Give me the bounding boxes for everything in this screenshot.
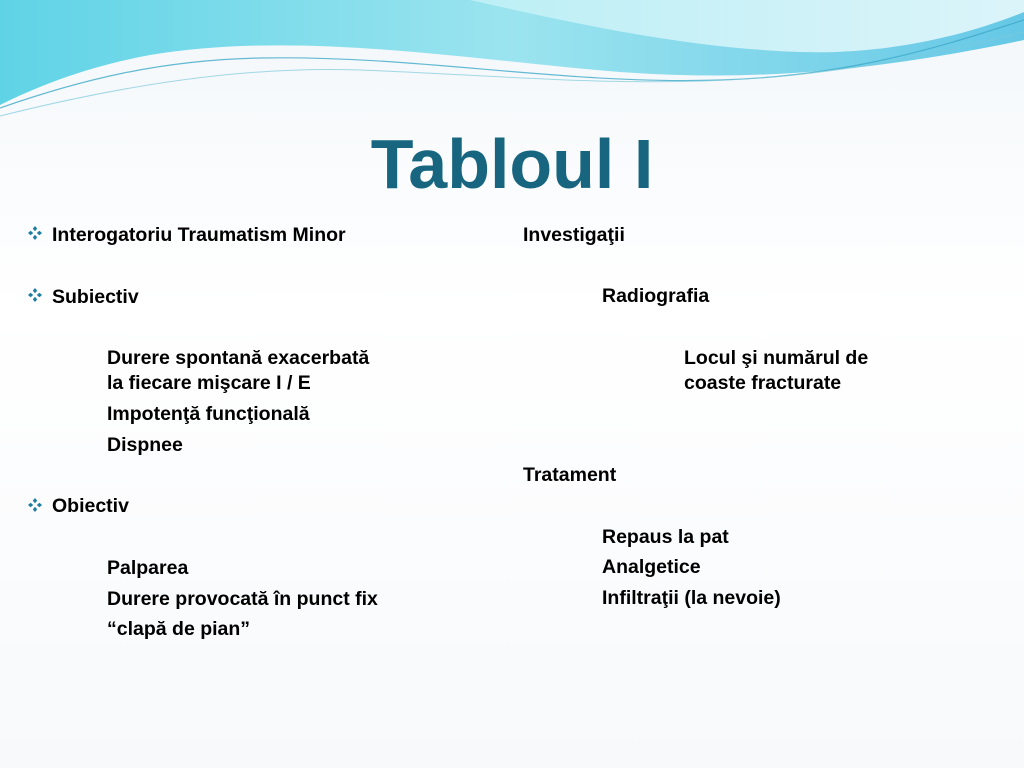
tratament-item: Infiltraţii (la nevoie) [602, 587, 781, 609]
obiectiv-item: Durere provocată în punct fix [107, 588, 378, 610]
subiectiv-item: la fiecare mişcare I / E [107, 372, 311, 394]
slide-title: Tabloul I [370, 125, 654, 203]
section-obiectiv: Obiectiv [52, 495, 129, 517]
tratament-item: Repaus la pat [602, 526, 729, 548]
four-diamond-bullet-icon [28, 498, 42, 512]
tratament-item: Analgetice [602, 556, 701, 578]
section-interogatoriu: Interogatoriu Traumatism Minor [52, 224, 346, 246]
obiectiv-item: Palparea [107, 557, 189, 579]
subiectiv-item: Dispnee [107, 434, 183, 456]
section-investigatii: Investigaţii [523, 224, 625, 246]
four-diamond-bullet-icon [28, 226, 42, 240]
radiografia-detail: coaste fracturate [684, 372, 842, 394]
subiectiv-item: Impotenţă funcţională [107, 403, 310, 425]
header-wave-decoration [0, 0, 1024, 130]
obiectiv-item: “clapă de pian” [107, 618, 251, 640]
section-subiectiv: Subiectiv [52, 286, 139, 308]
section-tratament: Tratament [523, 464, 617, 486]
investigatii-subitem: Radiografia [602, 285, 710, 307]
four-diamond-bullet-icon [28, 288, 42, 302]
radiografia-detail: Locul şi numărul de [684, 347, 869, 369]
subiectiv-item: Durere spontană exacerbată [107, 347, 370, 369]
